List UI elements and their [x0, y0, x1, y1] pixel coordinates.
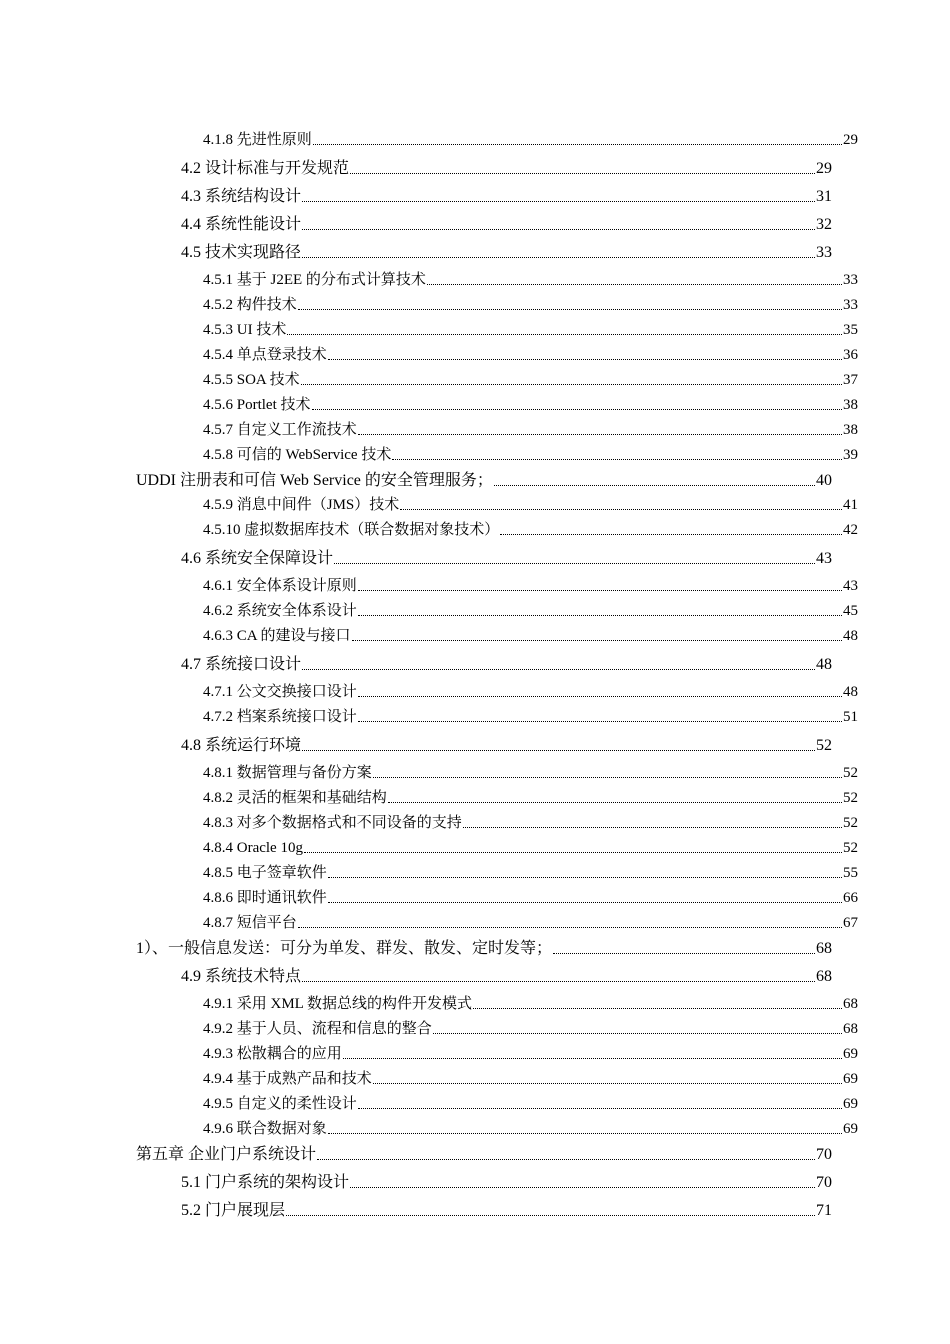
toc-page-number: 52 [843, 840, 858, 856]
toc-entry[interactable] [203, 916, 858, 931]
toc-page-number: 48 [843, 628, 858, 644]
toc-page-number: 68 [816, 940, 832, 957]
toc-dot-leader [358, 1108, 842, 1109]
toc-entry-title: 4.5.6 Portlet 技术 [203, 397, 311, 413]
toc-dot-leader [328, 902, 842, 903]
toc-page-number: 68 [816, 968, 832, 985]
toc-entry[interactable] [181, 551, 832, 567]
toc-entry-title: 4.4 系统性能设计 [181, 216, 302, 233]
toc-entry-title: 4.6 系统安全保障设计 [181, 550, 334, 567]
toc-page-number: 66 [843, 890, 858, 906]
toc-dot-leader [392, 459, 842, 460]
toc-page-number: 38 [843, 397, 858, 413]
toc-dot-leader [553, 953, 815, 954]
toc-dot-leader [301, 384, 842, 385]
toc-entry[interactable] [136, 473, 832, 489]
toc-dot-leader [463, 827, 842, 828]
toc-page-number: 39 [843, 447, 858, 463]
toc-dot-leader [317, 1159, 815, 1160]
toc-entry[interactable] [203, 298, 858, 313]
toc-entry-title: 4.5.9 消息中间件（JMS）技术 [203, 497, 400, 513]
toc-entry[interactable] [181, 738, 832, 754]
toc-entry-title: 4.8.4 Oracle 10g [203, 840, 303, 856]
toc-entry-title: 4.5.10 虚拟数据库技术（联合数据对象技术） [203, 522, 500, 538]
toc-page-number: 29 [843, 132, 858, 148]
toc-dot-leader [358, 590, 842, 591]
toc-dot-leader [328, 877, 842, 878]
toc-page-number: 33 [816, 244, 832, 261]
toc-entry[interactable] [203, 1072, 858, 1087]
toc-entry[interactable] [203, 398, 858, 413]
toc-dot-leader [302, 201, 815, 202]
toc-dot-leader [298, 927, 842, 928]
toc-page-number: 68 [843, 996, 858, 1012]
toc-entry-title: 4.6.3 CA 的建设与接口 [203, 628, 351, 644]
toc-entry-title: 5.1 门户系统的架构设计 [181, 1174, 350, 1191]
toc-page-number: 51 [843, 709, 858, 725]
toc-entry-title: 4.9.4 基于成熟产品和技术 [203, 1071, 372, 1087]
toc-page-number: 67 [843, 915, 858, 931]
toc-page-number: 45 [843, 603, 858, 619]
toc-entry[interactable] [181, 1175, 832, 1191]
toc-dot-leader [328, 359, 842, 360]
toc-entry-title: 4.5.5 SOA 技术 [203, 372, 300, 388]
toc-entry[interactable] [203, 133, 858, 148]
toc-entry[interactable] [203, 1047, 858, 1062]
toc-entry-title: 4.7.1 公文交换接口设计 [203, 684, 357, 700]
toc-entry-title: 4.8.1 数据管理与备份方案 [203, 765, 372, 781]
toc-dot-leader [328, 1133, 842, 1134]
toc-page-number: 38 [843, 422, 858, 438]
toc-page-number: 70 [816, 1146, 832, 1163]
toc-entry[interactable] [203, 1022, 858, 1037]
toc-dot-leader [350, 173, 815, 174]
toc-entry-title: 4.5 技术实现路径 [181, 244, 302, 261]
toc-entry-title: UDDI 注册表和可信 Web Service 的安全管理服务； [136, 472, 493, 489]
toc-dot-leader [302, 981, 815, 982]
toc-entry-title: 4.8.5 电子签章软件 [203, 865, 327, 881]
toc-entry-title: 4.5.4 单点登录技术 [203, 347, 327, 363]
toc-entry-title: 4.9.5 自定义的柔性设计 [203, 1096, 357, 1112]
toc-entry[interactable] [203, 891, 858, 906]
toc-page-number: 70 [816, 1174, 832, 1191]
toc-dot-leader [343, 1058, 842, 1059]
toc-entry-title: 4.8 系统运行环境 [181, 737, 302, 754]
toc-page-number: 36 [843, 347, 858, 363]
toc-entry[interactable] [203, 1122, 858, 1137]
toc-entry-title: 4.7.2 档案系统接口设计 [203, 709, 357, 725]
toc-dot-leader [350, 1187, 815, 1188]
toc-entry[interactable] [203, 997, 858, 1012]
toc-entry[interactable] [203, 816, 858, 831]
toc-entry[interactable] [181, 189, 832, 205]
toc-page-number: 52 [843, 815, 858, 831]
toc-entry-title: 4.5.7 自定义工作流技术 [203, 422, 357, 438]
toc-page-number: 35 [843, 322, 858, 338]
toc-page-number: 55 [843, 865, 858, 881]
toc-dot-leader [373, 777, 842, 778]
toc-entry-title: 4.5.1 基于 J2EE 的分布式计算技术 [203, 272, 426, 288]
toc-dot-leader [358, 721, 842, 722]
toc-entry[interactable] [203, 423, 858, 438]
toc-entry-title: 4.8.2 灵活的框架和基础结构 [203, 790, 387, 806]
toc-entry-title: 5.2 门户展现层 [181, 1202, 286, 1219]
toc-page-number: 42 [843, 522, 858, 538]
toc-entry[interactable] [203, 498, 858, 513]
toc-entry[interactable] [203, 448, 858, 463]
toc-entry-title: 4.9.1 采用 XML 数据总线的构件开发模式 [203, 996, 473, 1012]
toc-entry[interactable] [203, 685, 858, 700]
toc-entry-title: 4.7 系统接口设计 [181, 656, 302, 673]
toc-page-number: 40 [816, 472, 832, 489]
toc-dot-leader [388, 802, 842, 803]
toc-entry-title: 4.9.3 松散耦合的应用 [203, 1046, 342, 1062]
toc-dot-leader [304, 852, 842, 853]
toc-entry-title: 4.2 设计标准与开发规范 [181, 160, 350, 177]
toc-entry[interactable] [203, 766, 858, 781]
toc-dot-leader [400, 509, 842, 510]
toc-entry-title: 4.3 系统结构设计 [181, 188, 302, 205]
toc-page-number: 41 [843, 497, 858, 513]
toc-page-number: 52 [816, 737, 832, 754]
toc-dot-leader [494, 485, 815, 486]
toc-dot-leader [500, 534, 842, 535]
toc-page-number: 29 [816, 160, 832, 177]
toc-page-number: 52 [843, 765, 858, 781]
toc-entry-title: 4.9.2 基于人员、流程和信息的整合 [203, 1021, 432, 1037]
toc-entry-title: 4.8.6 即时通讯软件 [203, 890, 327, 906]
toc-entry-title: 4.6.1 安全体系设计原则 [203, 578, 357, 594]
toc-entry[interactable] [203, 629, 858, 644]
toc-entry[interactable] [136, 941, 832, 957]
toc-page-number: 48 [816, 656, 832, 673]
toc-page-number: 52 [843, 790, 858, 806]
toc-dot-leader [373, 1083, 842, 1084]
toc-entry-title: 4.5.3 UI 技术 [203, 322, 287, 338]
toc-entry[interactable] [181, 217, 832, 233]
toc-dot-leader [473, 1008, 842, 1009]
toc-entry[interactable] [181, 969, 832, 985]
toc-dot-leader [286, 1215, 815, 1216]
toc-dot-leader [358, 615, 842, 616]
toc-dot-leader [427, 284, 842, 285]
toc-page-number: 69 [843, 1121, 858, 1137]
toc-page-number: 32 [816, 216, 832, 233]
toc-entry[interactable] [203, 1097, 858, 1112]
toc-entry-title: 4.8.3 对多个数据格式和不同设备的支持 [203, 815, 462, 831]
toc-page-number: 31 [816, 188, 832, 205]
toc-page-number: 43 [816, 550, 832, 567]
toc-entry[interactable] [203, 348, 858, 363]
toc-page-number: 69 [843, 1071, 858, 1087]
toc-entry[interactable] [181, 245, 832, 261]
toc-page-number: 43 [843, 578, 858, 594]
toc-entry[interactable] [203, 273, 858, 288]
toc-entry[interactable] [181, 657, 832, 673]
toc-entry[interactable] [203, 523, 858, 538]
toc-dot-leader [312, 409, 843, 410]
toc-entry[interactable] [203, 841, 858, 856]
toc-page-number: 33 [843, 297, 858, 313]
toc-entry[interactable] [181, 1203, 832, 1219]
toc-page-number: 68 [843, 1021, 858, 1037]
toc-page-number: 37 [843, 372, 858, 388]
toc-entry-title: 第五章 企业门户系统设计 [136, 1146, 317, 1163]
toc-dot-leader [334, 563, 815, 564]
toc-entry[interactable] [136, 1147, 832, 1163]
toc-page-number: 69 [843, 1096, 858, 1112]
toc-dot-leader [302, 229, 815, 230]
toc-dot-leader [302, 257, 815, 258]
toc-page-number: 71 [816, 1202, 832, 1219]
toc-entry[interactable] [203, 604, 858, 619]
toc-entry[interactable] [203, 710, 858, 725]
toc-entry-title: 4.9.6 联合数据对象 [203, 1121, 327, 1137]
toc-dot-leader [302, 669, 815, 670]
toc-dot-leader [433, 1033, 842, 1034]
toc-dot-leader [352, 640, 842, 641]
toc-entry[interactable] [203, 373, 858, 388]
toc-page-number: 48 [843, 684, 858, 700]
toc-entry-title: 4.8.7 短信平台 [203, 915, 297, 931]
toc-dot-leader [298, 309, 842, 310]
toc-entry[interactable] [203, 791, 858, 806]
toc-entry-title: 4.5.2 构件技术 [203, 297, 297, 313]
toc-entry[interactable] [203, 579, 858, 594]
toc-dot-leader [313, 144, 842, 145]
toc-entry-title: 4.5.8 可信的 WebService 技术 [203, 447, 392, 463]
toc-dot-leader [358, 434, 842, 435]
toc-dot-leader [358, 696, 842, 697]
toc-dot-leader [287, 334, 842, 335]
toc-entry[interactable] [181, 161, 832, 177]
toc-entry[interactable] [203, 323, 858, 338]
toc-entry-title: 4.1.8 先进性原则 [203, 132, 312, 148]
toc-entry-title: 4.6.2 系统安全体系设计 [203, 603, 357, 619]
toc-entry[interactable] [203, 866, 858, 881]
toc-page-number: 69 [843, 1046, 858, 1062]
toc-entry-title: 1）、一般信息发送：可分为单发、群发、散发、定时发等； [136, 940, 553, 957]
toc-page-number: 33 [843, 272, 858, 288]
toc-dot-leader [302, 750, 815, 751]
toc-entry-title: 4.9 系统技术特点 [181, 968, 302, 985]
